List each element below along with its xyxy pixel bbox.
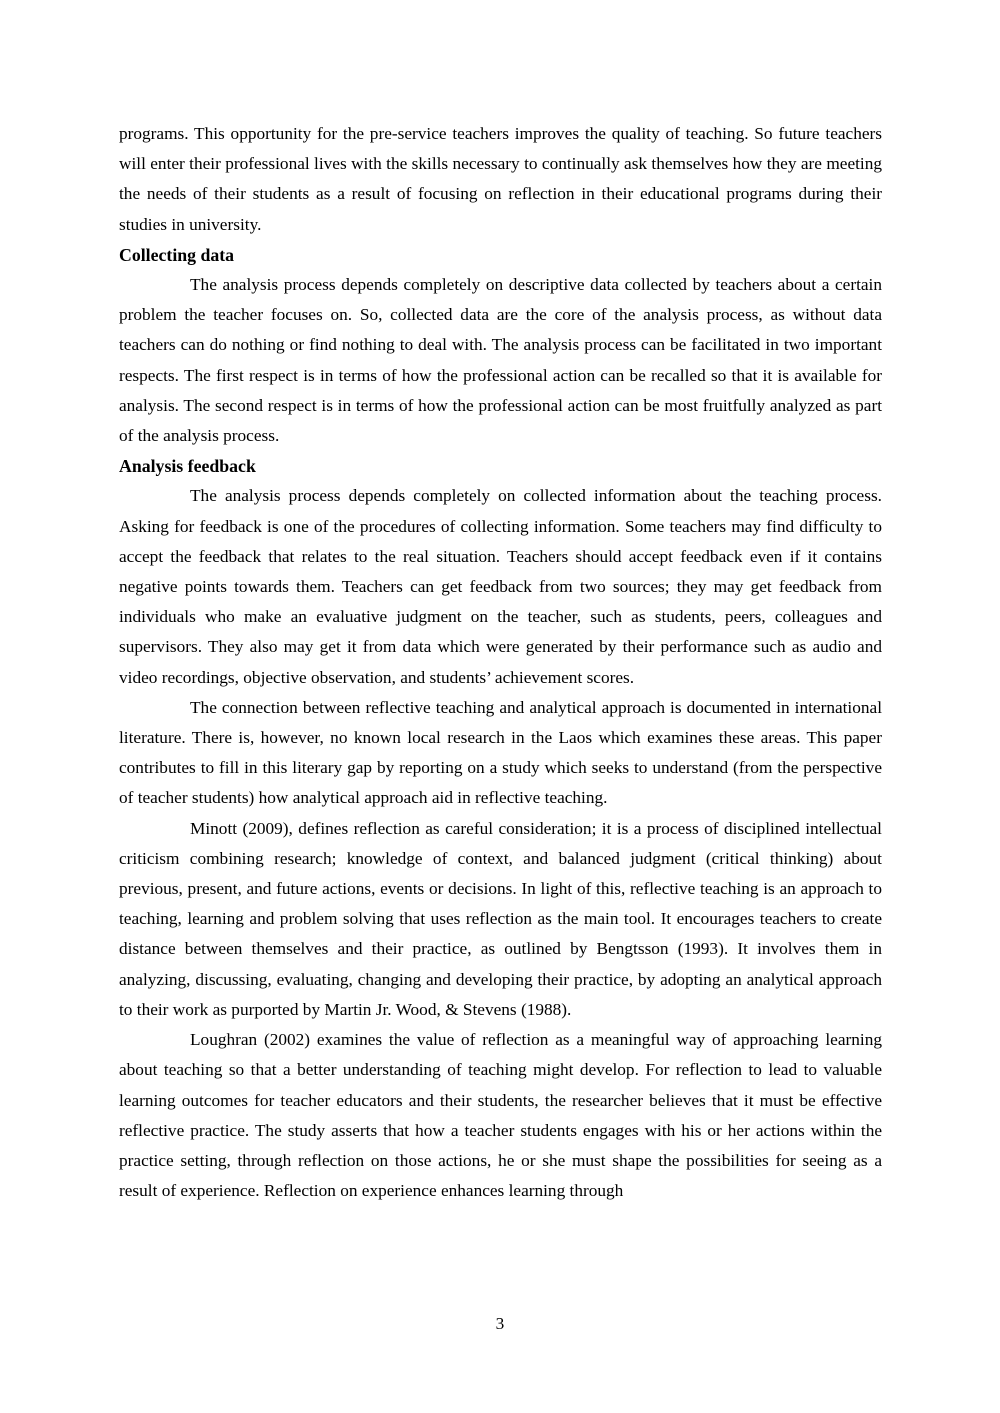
paragraph-continuation: programs. This opportunity for the pre-service teachers improves the quality of teaching. So future teachers will enter their professional lives with the skills necessary to continually ask themselves how they are meeting the needs of their students as a result of focusing on reflection in their educational programs during their studies in university. bbox=[119, 124, 882, 234]
paragraph-analysis-feedback: The analysis process depends completely on collected information about the teaching process. Asking for feedback is one of the procedures of collecting information. Some teachers may find difficulty to accept the feedback that relates to the real situation. Teachers should accept feedback even if it contains negative points towards them. Teachers can get feedback from two sources; they may get feedback from individuals who make an evaluative judgment on the teacher, such as students, peers, colleagues and supervisors. They also may get it from data which were generated by their performance such as audio and video recordings, objective observation, and students’ achievement scores. bbox=[119, 486, 882, 687]
page-number: 3 bbox=[495, 1314, 505, 1333]
paragraph-connection: The connection between reflective teaching and analytical approach is documented in international literature. There is, however, no known local research in the Laos which examines these areas. This paper contributes to fill in this literary gap by reporting on a study which seeks to understand (from the perspective of teacher students) how analytical approach aid in reflective teaching. bbox=[119, 697, 882, 808]
heading-collecting-data: Collecting data bbox=[119, 244, 235, 265]
page-body bbox=[119, 119, 882, 1206]
paragraph-collecting-data: The analysis process depends completely on descriptive data collected by teachers about a certain problem the teacher focuses on. So, collected data are the core of the analysis process, as without data teachers can do nothing or find nothing to deal with. The analysis process can be facilitated in two important respects. The first respect is in terms of how the professional action can be recalled so that it is available for analysis. The second respect is in terms of how the professional action can be most fruitfully analyzed as part of the analysis process. bbox=[119, 275, 882, 446]
paragraph-loughran: Loughran (2002) examines the value of reflection as a meaningful way of approaching learning about teaching so that a better understanding of teaching might develop. For reflection to lead to valuable learning outcomes for teacher educators and their students, the researcher believes that it must be effective reflective practice. The study asserts that how a teacher students engages with his or her actions within the practice setting, through reflection on those actions, he or she must shape the possibilities for seeing as a result of experience. Reflection on experience enhances learning through bbox=[119, 1030, 882, 1201]
heading-analysis-feedback: Analysis feedback bbox=[119, 456, 256, 477]
paragraph-minott: Minott (2009), defines reflection as careful consideration; it is a process of disciplined intellectual criticism combining research; knowledge of context, and balanced judgment (critical thinking) about previous, present, and future actions, events or decisions. In light of this, reflective teaching is an approach to teaching, learning and problem solving that uses reflection as the main tool. It encourages teachers to create distance between themselves and their practice, as outlined by Bengtsson (1993). It involves them in analyzing, discussing, evaluating, changing and developing their practice, by adopting an analytical approach to their work as purported by Martin Jr. Wood, & Stevens (1988). bbox=[119, 818, 882, 1019]
